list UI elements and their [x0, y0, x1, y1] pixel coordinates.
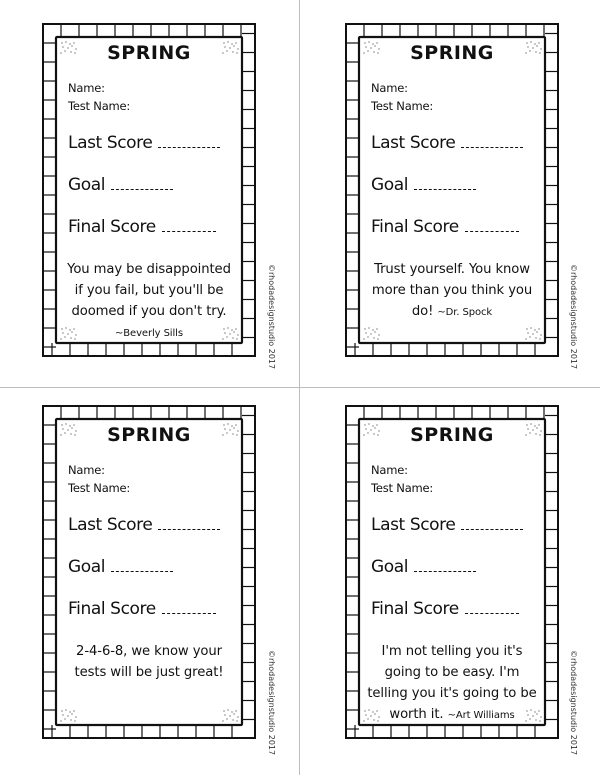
blank-line	[158, 145, 220, 148]
goal-label: Goal	[68, 175, 106, 195]
test-name-label: Test Name:	[68, 99, 131, 113]
blank-line	[414, 187, 476, 190]
blank-line	[162, 229, 216, 232]
quote-text: Trust yourself. You know more than you think you do!	[371, 262, 533, 319]
quote-text: You may be disappointed if you fail, but you'll be doomed if you don't try.	[67, 262, 231, 319]
last-score-field	[371, 515, 523, 535]
card-title: SPRING	[410, 42, 494, 64]
card-title: SPRING	[107, 424, 191, 446]
card-inner	[359, 419, 545, 725]
copyright-text: ©rhodadesignstudio 2017	[569, 650, 578, 756]
last-score-label: Last Score	[371, 515, 456, 535]
goal-field	[68, 175, 173, 195]
name-label: Name:	[68, 463, 105, 477]
quote	[367, 641, 537, 726]
quote-author: ~Dr. Spock	[437, 307, 493, 318]
copyright-text: ©rhodadesignstudio 2017	[267, 650, 276, 756]
final-score-field	[68, 599, 216, 619]
card-inner	[56, 37, 242, 343]
goal-label: Goal	[68, 557, 106, 577]
quote-author: ~Beverly Sills	[115, 328, 183, 339]
last-score-field	[371, 133, 523, 153]
last-score-label: Last Score	[68, 133, 153, 153]
quote	[367, 259, 537, 323]
final-score-label: Final Score	[68, 217, 156, 237]
last-score-field	[68, 515, 220, 535]
goal-field	[371, 557, 476, 577]
blank-line	[465, 229, 519, 232]
card-inner	[359, 37, 545, 343]
test-name-label: Test Name:	[371, 481, 434, 495]
blank-line	[414, 569, 476, 572]
goal-field	[68, 557, 173, 577]
copyright-text: ©rhodadesignstudio 2017	[569, 264, 578, 370]
quote	[64, 641, 234, 684]
goal-field	[371, 175, 476, 195]
test-name-label: Test Name:	[371, 99, 434, 113]
quote-text: 2-4-6-8, we know your tests will be just great!	[74, 644, 224, 680]
last-score-label: Last Score	[371, 133, 456, 153]
blank-line	[111, 187, 173, 190]
score-card-3	[42, 405, 256, 739]
name-label: Name:	[371, 81, 408, 95]
name-label: Name:	[68, 81, 105, 95]
blank-line	[461, 145, 523, 148]
quote-author: ~Art Williams	[447, 710, 515, 721]
quote	[64, 259, 234, 344]
card-inner	[56, 419, 242, 725]
blank-line	[465, 611, 519, 614]
copyright-text: ©rhodadesignstudio 2017	[267, 264, 276, 370]
last-score-field	[68, 133, 220, 153]
final-score-label: Final Score	[371, 217, 459, 237]
score-card-4	[345, 405, 559, 739]
score-card-2	[345, 23, 559, 357]
blank-line	[162, 611, 216, 614]
final-score-field	[371, 599, 519, 619]
score-card-1	[42, 23, 256, 357]
blank-line	[158, 527, 220, 530]
goal-label: Goal	[371, 175, 409, 195]
name-label: Name:	[371, 463, 408, 477]
card-title: SPRING	[410, 424, 494, 446]
final-score-field	[371, 217, 519, 237]
final-score-label: Final Score	[68, 599, 156, 619]
blank-line	[461, 527, 523, 530]
blank-line	[111, 569, 173, 572]
final-score-field	[68, 217, 216, 237]
final-score-label: Final Score	[371, 599, 459, 619]
last-score-label: Last Score	[68, 515, 153, 535]
card-title: SPRING	[107, 42, 191, 64]
horizontal-cut-line	[0, 387, 600, 388]
goal-label: Goal	[371, 557, 409, 577]
test-name-label: Test Name:	[68, 481, 131, 495]
quote-text: I'm not telling you it's going to be easy. I'm telling you it's going to be worth it.	[367, 644, 537, 722]
